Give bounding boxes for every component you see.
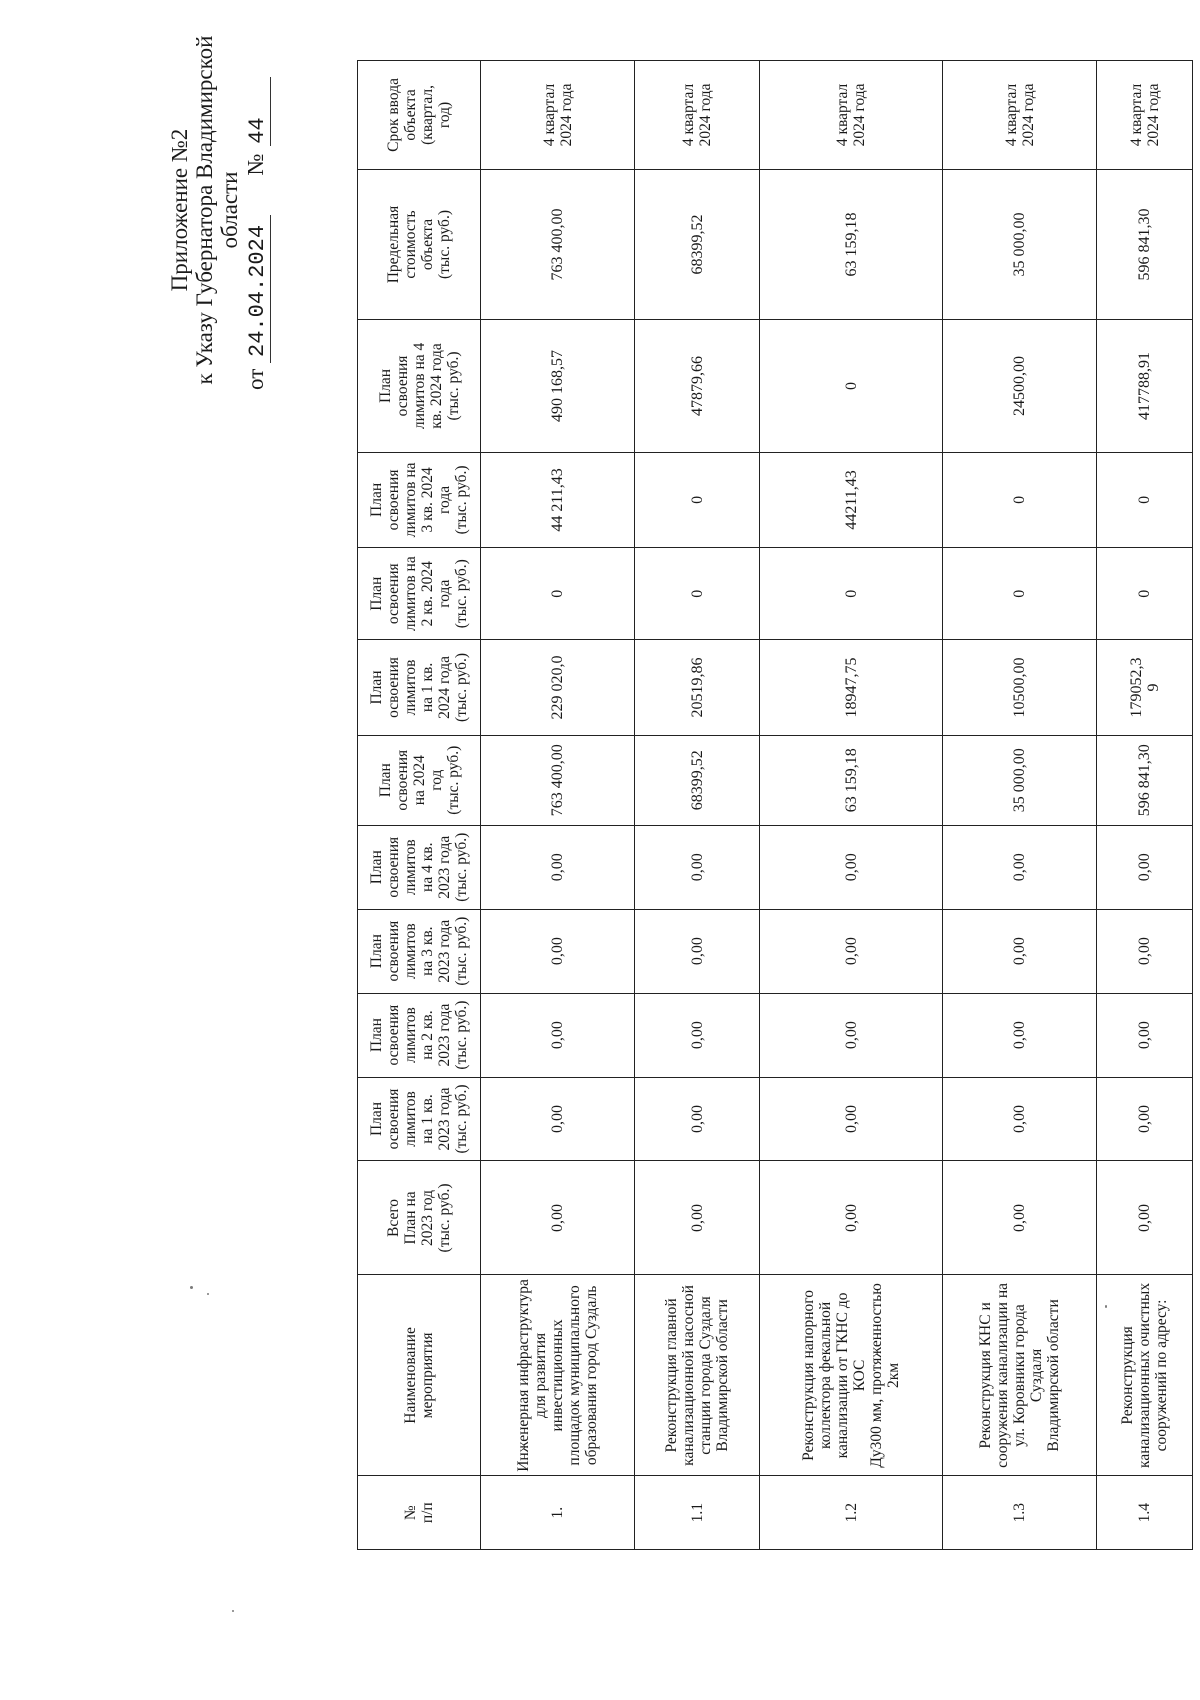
- activity-name: Инженерная инфраструктура для развития инвестиционных площадок муниципального образования город Суздаль: [481, 1275, 635, 1476]
- plan-q1-2023: 0,00: [635, 1077, 760, 1161]
- table-row: [759, 61, 942, 1550]
- plan-2024: 596 841,30: [1097, 735, 1193, 825]
- commissioning-term: 4 квартал 2024 года: [635, 61, 760, 170]
- plan-q1-2024: 18947,75: [759, 640, 942, 735]
- commissioning-term: 4 квартал 2024 года: [481, 61, 635, 170]
- max-object-cost: 596 841,30: [1097, 169, 1193, 319]
- plan-q1-2024: 229 020,0: [481, 640, 635, 735]
- plan-q1-2024: 20519,86: [635, 640, 760, 735]
- plan-q1-2023: 0,00: [1097, 1077, 1193, 1161]
- plan-2024: 63 159,18: [759, 735, 942, 825]
- date-prefix: от: [243, 368, 268, 390]
- plan-q3-2024: 0: [1097, 452, 1193, 547]
- plan-q2-2023: 0,00: [481, 993, 635, 1077]
- plan-q1-2024: 10500,00: [943, 640, 1097, 735]
- plan-q2-2023: 0,00: [1097, 993, 1193, 1077]
- table-row: [943, 61, 1097, 1550]
- column-header: № п/п: [358, 1476, 481, 1550]
- plan-q3-2023: 0,00: [635, 909, 760, 993]
- plan-q3-2024: 0: [943, 452, 1097, 547]
- activity-name: Реконструкция КНС и сооружения канализации на ул. Коровники города Суздаля Владимирской области: [943, 1275, 1097, 1476]
- date-number-line: [243, 0, 271, 420]
- row-number: 1.: [481, 1476, 635, 1550]
- max-object-cost: 35 000,00: [943, 169, 1097, 319]
- max-object-cost: 763 400,00: [481, 169, 635, 319]
- decree-number: 44: [245, 77, 271, 145]
- row-number: 1.4: [1097, 1476, 1193, 1550]
- column-header: Наименование мероприятия: [358, 1275, 481, 1476]
- activity-name: Реконструкция напорного коллектора фекальной канализации от ГКНС до КОС Ду300 мм, протяженностью 2км: [759, 1275, 942, 1476]
- column-header: План освоения лимитов на 1 кв. 2023 года (тыс. руб.): [358, 1077, 481, 1161]
- plan-2024: 68399,52: [635, 735, 760, 825]
- investment-plan-table: [357, 60, 1193, 1550]
- total-plan-2023: 0,00: [1097, 1161, 1193, 1275]
- plan-q4-2023: 0,00: [759, 825, 942, 909]
- column-header: Срок ввода объекта (квартал, год): [358, 61, 481, 170]
- plan-q2-2024: 0: [481, 548, 635, 640]
- document-heading: [167, 0, 271, 420]
- plan-q4-2024: 490 168,57: [481, 320, 635, 453]
- appendix-title: Приложение №2: [167, 128, 192, 292]
- row-number: 1.1: [635, 1476, 760, 1550]
- table-row: [1097, 61, 1193, 1550]
- column-header: Всего План на 2023 год (тыс. руб.): [358, 1161, 481, 1275]
- total-plan-2023: 0,00: [943, 1161, 1097, 1275]
- column-header: План освоения лимитов на 1 кв. 2024 года (тыс. руб.): [358, 640, 481, 735]
- plan-q4-2024: 417788,91: [1097, 320, 1193, 453]
- table-row: [635, 61, 760, 1550]
- plan-q1-2023: 0,00: [943, 1077, 1097, 1161]
- column-header: Предельная стоимость объекта (тыс. руб.): [358, 169, 481, 319]
- commissioning-term: 4 квартал 2024 года: [1097, 61, 1193, 170]
- commissioning-term: 4 квартал 2024 года: [759, 61, 942, 170]
- plan-q3-2023: 0,00: [943, 909, 1097, 993]
- plan-q2-2024: 0: [943, 548, 1097, 640]
- table-row: [481, 61, 635, 1550]
- decree-date: 24.04.2024: [245, 215, 271, 363]
- plan-q1-2023: 0,00: [759, 1077, 942, 1161]
- plan-q3-2024: 0: [635, 452, 760, 547]
- plan-q4-2024: 47879,66: [635, 320, 760, 453]
- total-plan-2023: 0,00: [759, 1161, 942, 1275]
- total-plan-2023: 0,00: [635, 1161, 760, 1275]
- plan-q3-2023: 0,00: [481, 909, 635, 993]
- activity-name: Реконструкция главной канализационной насосной станции города Суздаля Владимирской области: [635, 1275, 760, 1476]
- plan-q4-2023: 0,00: [635, 825, 760, 909]
- plan-q4-2023: 0,00: [481, 825, 635, 909]
- column-header: План освоения на 2024 год (тыс. руб.): [358, 735, 481, 825]
- plan-q4-2024: 24500,00: [943, 320, 1097, 453]
- row-number: 1.2: [759, 1476, 942, 1550]
- decree-reference: к Указу Губернатора Владимирской: [192, 35, 217, 385]
- max-object-cost: 63 159,18: [759, 169, 942, 319]
- row-number: 1.3: [943, 1476, 1097, 1550]
- plan-q2-2024: 0: [1097, 548, 1193, 640]
- plan-q2-2023: 0,00: [759, 993, 942, 1077]
- max-object-cost: 68399,52: [635, 169, 760, 319]
- column-header: План освоения лимитов на 3 кв. 2024 года (тыс. руб.): [358, 452, 481, 547]
- activity-name: Реконструкция канализационных очистных сооружений по адресу:: [1097, 1275, 1193, 1476]
- plan-q3-2024: 44211,43: [759, 452, 942, 547]
- plan-q3-2023: 0,00: [759, 909, 942, 993]
- plan-q2-2024: 0: [635, 548, 760, 640]
- column-header: План освоения лимитов на 4 кв. 2024 года (тыс. руб.): [358, 320, 481, 453]
- region-word: области: [217, 171, 242, 249]
- plan-q4-2024: 0: [759, 320, 942, 453]
- plan-q4-2023: 0,00: [943, 825, 1097, 909]
- column-header: План освоения лимитов на 3 кв. 2023 года (тыс. руб.): [358, 909, 481, 993]
- plan-q2-2023: 0,00: [635, 993, 760, 1077]
- column-header: План освоения лимитов на 2 кв. 2024 года (тыс. руб.): [358, 548, 481, 640]
- table-header-row: [358, 61, 481, 1550]
- plan-q2-2023: 0,00: [943, 993, 1097, 1077]
- plan-q1-2023: 0,00: [481, 1077, 635, 1161]
- column-header: План освоения лимитов на 2 кв. 2023 года (тыс. руб.): [358, 993, 481, 1077]
- number-label: №: [243, 153, 268, 176]
- plan-q3-2024: 44 211,43: [481, 452, 635, 547]
- plan-q2-2024: 0: [759, 548, 942, 640]
- plan-2024: 35 000,00: [943, 735, 1097, 825]
- total-plan-2023: 0,00: [481, 1161, 635, 1275]
- plan-q1-2024: 179052,3 9: [1097, 640, 1193, 735]
- column-header: План освоения лимитов на 4 кв. 2023 года (тыс. руб.): [358, 825, 481, 909]
- commissioning-term: 4 квартал 2024 года: [943, 61, 1097, 170]
- plan-2024: 763 400,00: [481, 735, 635, 825]
- plan-q4-2023: 0,00: [1097, 825, 1193, 909]
- plan-q3-2023: 0,00: [1097, 909, 1193, 993]
